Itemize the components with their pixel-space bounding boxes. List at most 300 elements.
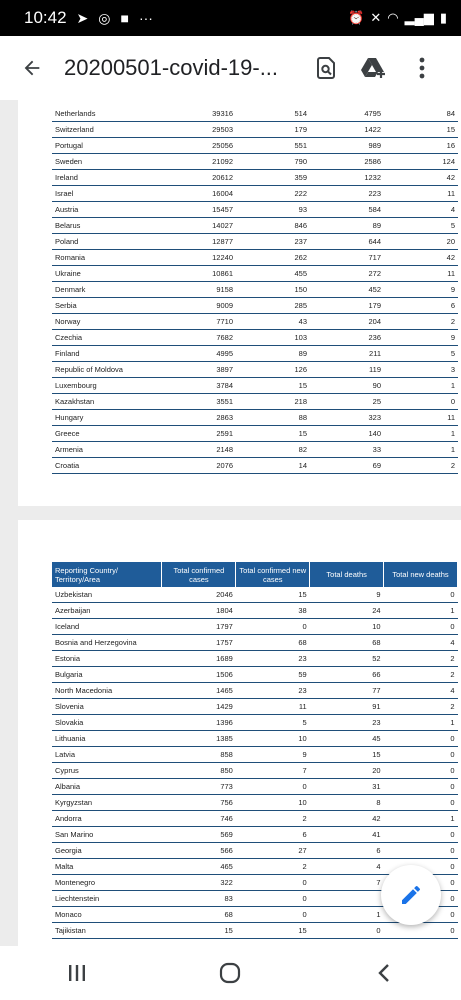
cell-country: San Marino xyxy=(52,827,162,843)
cell-new-deaths: 20 xyxy=(384,234,458,250)
cell-country: Monaco xyxy=(52,907,162,923)
table-row xyxy=(52,266,458,282)
cell-new-deaths: 2 xyxy=(384,314,458,330)
cell-new-cases: 222 xyxy=(236,186,310,202)
table-row xyxy=(52,426,458,442)
cell-new-cases: 0 xyxy=(236,891,310,907)
cell-deaths: 41 xyxy=(310,827,384,843)
cell-new-cases: 551 xyxy=(236,138,310,154)
cell-country: Kyrgyzstan xyxy=(52,795,162,811)
cell-confirmed: 858 xyxy=(162,747,236,763)
telegram-icon: ➤ xyxy=(76,9,89,26)
cell-new-deaths: 4 xyxy=(384,202,458,218)
cell-deaths: 2586 xyxy=(310,154,384,170)
cell-confirmed: 83 xyxy=(162,891,236,907)
table-row xyxy=(52,410,458,426)
cell-new-cases: 43 xyxy=(236,314,310,330)
cell-new-deaths: 0 xyxy=(384,394,458,410)
table-row xyxy=(52,378,458,394)
cell-new-cases: 23 xyxy=(236,651,310,667)
table-row xyxy=(52,394,458,410)
cell-deaths: 4 xyxy=(310,859,384,875)
back-button[interactable] xyxy=(0,36,64,100)
cell-country: Croatia xyxy=(52,458,162,474)
table-row xyxy=(52,122,458,138)
cell-country: Armenia xyxy=(52,442,162,458)
cell-new-deaths: 42 xyxy=(384,170,458,186)
cell-confirmed: 4995 xyxy=(162,346,236,362)
cell-new-cases: 455 xyxy=(236,266,310,282)
cell-country: Austria xyxy=(52,202,162,218)
cell-new-deaths: 11 xyxy=(384,186,458,202)
table-row xyxy=(52,747,458,763)
cell-new-deaths: 0 xyxy=(384,827,458,843)
cell-deaths: 77 xyxy=(310,683,384,699)
cell-new-deaths: 2 xyxy=(384,699,458,715)
table-row xyxy=(52,843,458,859)
cell-deaths: 25 xyxy=(310,394,384,410)
edit-button[interactable] xyxy=(381,865,441,925)
cell-new-deaths: 2 xyxy=(384,667,458,683)
header-new-cases: Total confirmed new cases xyxy=(236,562,310,587)
status-bar xyxy=(0,0,461,36)
cell-confirmed: 850 xyxy=(162,763,236,779)
cell-new-deaths: 5 xyxy=(384,218,458,234)
cell-country: Portugal xyxy=(52,138,162,154)
recent-apps-icon xyxy=(68,964,86,982)
cell-deaths: 204 xyxy=(310,314,384,330)
cell-new-cases: 89 xyxy=(236,346,310,362)
cell-confirmed: 2076 xyxy=(162,458,236,474)
cell-confirmed: 39316 xyxy=(162,106,236,122)
cell-country: Montenegro xyxy=(52,875,162,891)
system-nav-bar xyxy=(0,946,461,1000)
table-row xyxy=(52,923,458,939)
cell-deaths: 717 xyxy=(310,250,384,266)
more-notifications: ··· xyxy=(138,10,153,26)
signal-icon: ▂▄▆ xyxy=(404,10,434,25)
table-row xyxy=(52,731,458,747)
cell-deaths: 33 xyxy=(310,442,384,458)
cell-new-deaths: 4 xyxy=(384,635,458,651)
cell-new-deaths: 0 xyxy=(384,747,458,763)
cell-new-cases: 27 xyxy=(236,843,310,859)
cell-new-cases: 15 xyxy=(236,587,310,603)
cell-deaths: 584 xyxy=(310,202,384,218)
table-row xyxy=(52,699,458,715)
cell-country: Belarus xyxy=(52,218,162,234)
cell-deaths: 68 xyxy=(310,635,384,651)
home-icon xyxy=(219,962,241,984)
cell-confirmed: 16004 xyxy=(162,186,236,202)
cell-country: Georgia xyxy=(52,843,162,859)
cell-deaths: 1 xyxy=(310,907,384,923)
cell-confirmed: 2591 xyxy=(162,426,236,442)
cell-country: Estonia xyxy=(52,651,162,667)
cell-deaths: 0 xyxy=(310,923,384,939)
cell-country: Czechia xyxy=(52,330,162,346)
cell-deaths: 211 xyxy=(310,346,384,362)
cell-confirmed: 2863 xyxy=(162,410,236,426)
cell-new-deaths: 0 xyxy=(384,731,458,747)
cell-confirmed: 12877 xyxy=(162,234,236,250)
cell-confirmed: 29503 xyxy=(162,122,236,138)
table-row xyxy=(52,667,458,683)
table-row xyxy=(52,330,458,346)
header-deaths: Total deaths xyxy=(310,562,384,587)
cell-new-cases: 0 xyxy=(236,619,310,635)
cell-deaths: 24 xyxy=(310,603,384,619)
cell-new-cases: 790 xyxy=(236,154,310,170)
cell-country: Azerbaijan xyxy=(52,603,162,619)
cell-new-deaths: 2 xyxy=(384,458,458,474)
cell-confirmed: 322 xyxy=(162,875,236,891)
cell-new-deaths: 2 xyxy=(384,651,458,667)
cell-deaths: 90 xyxy=(310,378,384,394)
cell-new-cases: 126 xyxy=(236,362,310,378)
drive-add-icon xyxy=(360,56,388,80)
cell-country: Switzerland xyxy=(52,122,162,138)
cell-confirmed: 2046 xyxy=(162,587,236,603)
cell-new-deaths: 84 xyxy=(384,106,458,122)
cell-new-cases: 0 xyxy=(236,779,310,795)
cell-country: Slovenia xyxy=(52,699,162,715)
cell-new-deaths: 42 xyxy=(384,250,458,266)
cell-new-cases: 179 xyxy=(236,122,310,138)
cell-deaths: 42 xyxy=(310,811,384,827)
cell-new-deaths: 9 xyxy=(384,282,458,298)
cell-new-deaths: 9 xyxy=(384,330,458,346)
cell-new-cases: 2 xyxy=(236,859,310,875)
cell-country: Slovakia xyxy=(52,715,162,731)
cell-deaths: 323 xyxy=(310,410,384,426)
header-confirmed: Total confirmed cases xyxy=(162,562,236,587)
cell-new-cases: 10 xyxy=(236,795,310,811)
cell-confirmed: 15457 xyxy=(162,202,236,218)
cell-deaths: 45 xyxy=(310,731,384,747)
cell-country: Denmark xyxy=(52,282,162,298)
cell-deaths: 1232 xyxy=(310,170,384,186)
cell-country: Cyprus xyxy=(52,763,162,779)
cell-new-deaths: 6 xyxy=(384,298,458,314)
cell-deaths xyxy=(310,891,384,907)
cell-new-cases: 23 xyxy=(236,683,310,699)
table-row xyxy=(52,186,458,202)
cell-new-deaths: 1 xyxy=(384,603,458,619)
table-row xyxy=(52,138,458,154)
cell-country: Uzbekistan xyxy=(52,587,162,603)
table-row xyxy=(52,282,458,298)
cell-new-deaths: 1 xyxy=(384,426,458,442)
cell-new-cases: 82 xyxy=(236,442,310,458)
pdf-viewer[interactable] xyxy=(0,100,461,946)
wifi-icon: ◠ xyxy=(387,10,399,25)
cell-new-deaths: 1 xyxy=(384,715,458,731)
cell-confirmed: 746 xyxy=(162,811,236,827)
cell-country: Ukraine xyxy=(52,266,162,282)
table-row xyxy=(52,635,458,651)
cell-new-cases: 88 xyxy=(236,410,310,426)
cell-confirmed: 1797 xyxy=(162,619,236,635)
cell-new-deaths: 5 xyxy=(384,346,458,362)
covid-table-page1 xyxy=(52,106,458,474)
cell-deaths: 20 xyxy=(310,763,384,779)
cell-country: Andorra xyxy=(52,811,162,827)
table-header-row xyxy=(52,562,458,587)
pdf-page xyxy=(18,100,461,506)
cell-country: Tajikistan xyxy=(52,923,162,939)
recent-apps-button[interactable] xyxy=(47,953,107,993)
pencil-icon xyxy=(399,883,423,907)
cell-new-cases: 15 xyxy=(236,378,310,394)
cell-country: Kazakhstan xyxy=(52,394,162,410)
table-row xyxy=(52,458,458,474)
cell-confirmed: 1429 xyxy=(162,699,236,715)
cell-deaths: 119 xyxy=(310,362,384,378)
cell-deaths: 8 xyxy=(310,795,384,811)
cell-confirmed: 1385 xyxy=(162,731,236,747)
cell-new-cases: 514 xyxy=(236,106,310,122)
cell-confirmed: 773 xyxy=(162,779,236,795)
table-row xyxy=(52,442,458,458)
cell-new-cases: 6 xyxy=(236,827,310,843)
add-to-drive-button[interactable] xyxy=(350,36,398,100)
table-row xyxy=(52,683,458,699)
table-row xyxy=(52,795,458,811)
message-icon: ■ xyxy=(120,10,129,26)
cell-deaths: 15 xyxy=(310,747,384,763)
more-options-button[interactable] xyxy=(398,36,446,100)
table-row xyxy=(52,314,458,330)
table-row xyxy=(52,346,458,362)
cell-confirmed: 1465 xyxy=(162,683,236,699)
table-row xyxy=(52,763,458,779)
table-row xyxy=(52,362,458,378)
table-row xyxy=(52,234,458,250)
cell-country: Netherlands xyxy=(52,106,162,122)
cell-new-cases: 285 xyxy=(236,298,310,314)
cell-new-cases: 846 xyxy=(236,218,310,234)
cell-country: Sweden xyxy=(52,154,162,170)
cell-deaths: 69 xyxy=(310,458,384,474)
cell-deaths: 272 xyxy=(310,266,384,282)
more-vert-icon xyxy=(419,57,425,79)
cell-new-deaths: 0 xyxy=(384,843,458,859)
cell-confirmed: 21092 xyxy=(162,154,236,170)
cell-new-deaths: 0 xyxy=(384,619,458,635)
table-row xyxy=(52,779,458,795)
cell-new-deaths: 1 xyxy=(384,442,458,458)
cell-confirmed: 1396 xyxy=(162,715,236,731)
cell-new-cases: 262 xyxy=(236,250,310,266)
cell-new-deaths: 4 xyxy=(384,683,458,699)
cell-new-cases: 7 xyxy=(236,763,310,779)
cell-new-deaths: 1 xyxy=(384,811,458,827)
cell-new-deaths: 16 xyxy=(384,138,458,154)
cell-country: Iceland xyxy=(52,619,162,635)
cell-new-deaths: 3 xyxy=(384,362,458,378)
cell-deaths: 989 xyxy=(310,138,384,154)
cell-new-cases: 59 xyxy=(236,667,310,683)
cell-new-deaths: 0 xyxy=(384,779,458,795)
document-title: 20200501-covid-19-... xyxy=(64,55,279,80)
cell-new-cases: 68 xyxy=(236,635,310,651)
cell-confirmed: 1757 xyxy=(162,635,236,651)
table-row xyxy=(52,218,458,234)
cell-deaths: 236 xyxy=(310,330,384,346)
cell-new-cases: 93 xyxy=(236,202,310,218)
cell-new-cases: 9 xyxy=(236,747,310,763)
cell-new-cases: 10 xyxy=(236,731,310,747)
table-row xyxy=(52,811,458,827)
cell-deaths: 7 xyxy=(310,875,384,891)
table-row xyxy=(52,170,458,186)
cell-confirmed: 12240 xyxy=(162,250,236,266)
table-row xyxy=(52,603,458,619)
header-new-deaths: Total new deaths xyxy=(384,562,458,587)
cell-new-deaths: 11 xyxy=(384,266,458,282)
cell-new-deaths: 0 xyxy=(384,587,458,603)
cell-new-deaths: 15 xyxy=(384,122,458,138)
cell-country: Finland xyxy=(52,346,162,362)
table-row xyxy=(52,250,458,266)
cell-new-cases: 11 xyxy=(236,699,310,715)
cell-country: Latvia xyxy=(52,747,162,763)
cell-new-deaths: 0 xyxy=(384,891,458,907)
cell-deaths: 10 xyxy=(310,619,384,635)
chevron-left-icon xyxy=(377,963,391,983)
cell-new-deaths: 124 xyxy=(384,154,458,170)
cell-new-cases: 0 xyxy=(236,875,310,891)
cell-country: Lithuania xyxy=(52,731,162,747)
cell-confirmed: 569 xyxy=(162,827,236,843)
cell-country: Greece xyxy=(52,426,162,442)
cell-deaths: 9 xyxy=(310,587,384,603)
cell-new-cases: 237 xyxy=(236,234,310,250)
cell-confirmed: 566 xyxy=(162,843,236,859)
cell-new-cases: 218 xyxy=(236,394,310,410)
cell-confirmed: 1804 xyxy=(162,603,236,619)
find-in-page-icon xyxy=(314,56,338,80)
table-row xyxy=(52,106,458,122)
cell-country: North Macedonia xyxy=(52,683,162,699)
cell-country: Bosnia and Herzegovina xyxy=(52,635,162,651)
cell-new-deaths: 0 xyxy=(384,859,458,875)
cell-new-deaths: 1 xyxy=(384,378,458,394)
cell-country: Serbia xyxy=(52,298,162,314)
cell-deaths: 1422 xyxy=(310,122,384,138)
table-row xyxy=(52,619,458,635)
cell-confirmed: 3551 xyxy=(162,394,236,410)
cell-new-cases: 2 xyxy=(236,811,310,827)
cell-deaths: 179 xyxy=(310,298,384,314)
cell-deaths: 140 xyxy=(310,426,384,442)
cell-new-deaths: 0 xyxy=(384,795,458,811)
cell-new-cases: 150 xyxy=(236,282,310,298)
table-row xyxy=(52,651,458,667)
cell-country: Hungary xyxy=(52,410,162,426)
cell-confirmed: 20612 xyxy=(162,170,236,186)
home-button[interactable] xyxy=(200,953,260,993)
cell-confirmed: 3897 xyxy=(162,362,236,378)
cell-country: Israel xyxy=(52,186,162,202)
cell-new-cases: 5 xyxy=(236,715,310,731)
alarm-icon: ⏰ xyxy=(348,10,365,25)
cell-country: Republic of Moldova xyxy=(52,362,162,378)
cell-confirmed: 9158 xyxy=(162,282,236,298)
cell-deaths: 644 xyxy=(310,234,384,250)
cell-new-cases: 38 xyxy=(236,603,310,619)
table-row xyxy=(52,827,458,843)
cell-new-deaths: 0 xyxy=(384,923,458,939)
app-bar xyxy=(0,36,461,100)
header-country: Reporting Country/ Territory/Area xyxy=(52,562,162,587)
find-in-page-button[interactable] xyxy=(302,36,350,100)
cell-deaths: 4795 xyxy=(310,106,384,122)
table-row xyxy=(52,154,458,170)
mute-icon: ✕ xyxy=(370,10,382,25)
cell-country: Romania xyxy=(52,250,162,266)
cell-country: Poland xyxy=(52,234,162,250)
cell-confirmed: 1689 xyxy=(162,651,236,667)
cell-country: Ireland xyxy=(52,170,162,186)
cell-confirmed: 7710 xyxy=(162,314,236,330)
status-time: 10:42 xyxy=(24,8,67,27)
cell-new-cases: 359 xyxy=(236,170,310,186)
cell-confirmed: 465 xyxy=(162,859,236,875)
cell-country: Albania xyxy=(52,779,162,795)
table-row xyxy=(52,298,458,314)
cell-deaths: 52 xyxy=(310,651,384,667)
cell-new-deaths: 11 xyxy=(384,410,458,426)
cell-confirmed: 10861 xyxy=(162,266,236,282)
cell-confirmed: 25056 xyxy=(162,138,236,154)
cell-new-cases: 15 xyxy=(236,923,310,939)
cell-new-cases: 14 xyxy=(236,458,310,474)
cell-confirmed: 14027 xyxy=(162,218,236,234)
cell-new-cases: 15 xyxy=(236,426,310,442)
cell-confirmed: 68 xyxy=(162,907,236,923)
cell-deaths: 66 xyxy=(310,667,384,683)
cell-deaths: 6 xyxy=(310,843,384,859)
cell-new-deaths: 0 xyxy=(384,907,458,923)
cell-country: Norway xyxy=(52,314,162,330)
cell-deaths: 31 xyxy=(310,779,384,795)
cell-country: Liechtenstein xyxy=(52,891,162,907)
back-nav-button[interactable] xyxy=(354,953,414,993)
cell-confirmed: 9009 xyxy=(162,298,236,314)
cell-confirmed: 15 xyxy=(162,923,236,939)
cell-deaths: 223 xyxy=(310,186,384,202)
battery-icon: ▮ xyxy=(439,10,447,25)
table-row xyxy=(52,587,458,603)
cell-confirmed: 3784 xyxy=(162,378,236,394)
cell-confirmed: 2148 xyxy=(162,442,236,458)
cell-new-deaths: 0 xyxy=(384,763,458,779)
cell-country: Malta xyxy=(52,859,162,875)
cell-country: Bulgaria xyxy=(52,667,162,683)
cell-new-deaths: 0 xyxy=(384,875,458,891)
table-row xyxy=(52,202,458,218)
cell-deaths: 452 xyxy=(310,282,384,298)
cell-deaths: 91 xyxy=(310,699,384,715)
cell-new-cases: 0 xyxy=(236,907,310,923)
table-row xyxy=(52,715,458,731)
cell-country: Luxembourg xyxy=(52,378,162,394)
cell-confirmed: 7682 xyxy=(162,330,236,346)
cell-deaths: 89 xyxy=(310,218,384,234)
cell-deaths: 23 xyxy=(310,715,384,731)
